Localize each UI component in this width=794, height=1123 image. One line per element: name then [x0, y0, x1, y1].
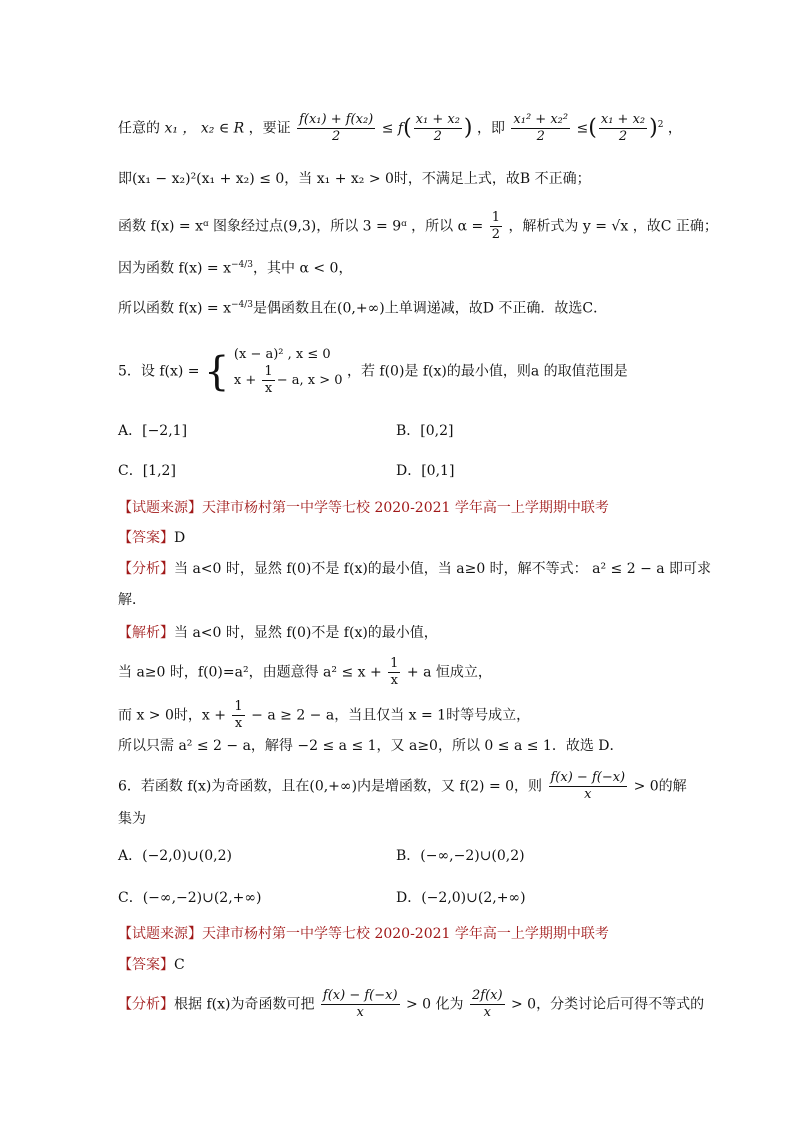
text: > 0 化为 — [405, 996, 464, 1013]
fraction — [549, 770, 628, 803]
line-2: 即(x₁ − x₂)²(x₁ + x₂) ≤ 0，当 x₁ + x₂ > 0时，不满足上式，故B 不正确； — [118, 171, 591, 187]
text: ，解析式为 y = √x ，故C 正确； — [508, 218, 718, 235]
analysis-tag: 【分析】 — [118, 561, 174, 577]
answer-tag: 【答案】 — [118, 957, 174, 973]
analysis-text: 当 a<0 时，显然 f(0)不是 f(x)的最小值，当 a≥0 时，解不等式： a² ≤ 2 − a 即可求 — [174, 561, 712, 577]
q6-source — [118, 923, 609, 945]
denominator: 2 — [332, 129, 341, 144]
q5-option-c: C．[1,2] — [118, 463, 176, 479]
denominator: x — [264, 381, 273, 396]
line-3 — [118, 210, 718, 243]
math: ≤ — [576, 120, 589, 137]
fraction — [388, 656, 400, 689]
numerator: x₁ + x₂ — [600, 112, 646, 127]
q6-option-c: C．(−∞,−2)∪(2,+∞) — [118, 890, 262, 906]
q5-option-d: D．[0,1] — [396, 463, 455, 479]
source-text: 天津市杨村第一中学等七校 2020-2021 学年高一上学期期中联考 — [202, 500, 609, 516]
q6-analysis — [118, 988, 704, 1021]
numerator: 1 — [491, 210, 500, 225]
exponent: −4/3 — [230, 260, 254, 270]
q5-solution-3 — [118, 699, 530, 732]
question-number: 6．若函数 f(x)为奇函数，且在(0,+∞)内是增函数，又 f(2) = 0，则 — [118, 778, 543, 795]
denominator: 2 — [536, 129, 545, 144]
numerator: f(x₁) + f(x₂) — [299, 112, 374, 127]
denominator: x — [584, 787, 592, 802]
q5-solution-4: 所以只需 a² ≤ 2 − a，解得 −2 ≤ a ≤ 1，又 a≥0，所以 0 ≤ a ≤ 1．故选 D． — [118, 738, 624, 754]
solution-tag: 【解析】 — [118, 625, 174, 641]
text: − a, x > 0 — [276, 373, 343, 388]
text: 任意的 — [118, 120, 160, 137]
fraction — [511, 112, 570, 145]
denominator: x — [356, 1005, 364, 1020]
text: ， — [667, 120, 682, 137]
fraction — [599, 112, 647, 145]
q6-answer — [118, 954, 185, 976]
paren-open: ( — [588, 115, 597, 141]
denominator: 2 — [491, 227, 500, 242]
text: 是偶函数且在(0,+∞)上单调递减，故D 不正确．故选C． — [253, 300, 608, 317]
text: x + — [233, 373, 257, 388]
line-1: 任意的 x₁ ， x₂ ∈ R ，要证 $\frac{\text{f(x₁) + f(x₂)}}{2}$ ≤ f( $\frac{\text{x₁ + x₂}}{2}$ ) ，即 $\frac{\text{x₁² + x₂²}}{2}$ ≤( $\frac{\text{x₁ + x₂}}{2}$ )$^2$ ， — [118, 112, 682, 144]
text: 而 x > 0时，x + — [118, 707, 226, 724]
math: x₁ ， x₂ ∈ R — [164, 120, 245, 137]
numerator: f(x) − f(−x) — [322, 988, 398, 1003]
text: 因为函数 f(x) = x — [118, 260, 231, 277]
q5-stem — [118, 346, 628, 397]
denominator: 2 — [433, 129, 442, 144]
q5-solution-2 — [118, 656, 492, 689]
numerator: 1 — [390, 656, 399, 671]
text: 函数 f(x) = xᵅ 图象经过点(9,3)，所以 3 = 9ᵅ ，所以 α = — [118, 218, 484, 235]
fraction — [297, 112, 375, 145]
q5-analysis-2: 解． — [118, 592, 146, 608]
solution-text: 当 a<0 时，显然 f(0)不是 f(x)的最小值， — [174, 625, 438, 641]
denominator: x — [390, 673, 398, 688]
denominator: x — [234, 716, 243, 731]
paren-close: ) — [463, 115, 473, 141]
q6-option-a: A．(−2,0)∪(0,2) — [118, 848, 232, 864]
q6-option-b: B．(−∞,−2)∪(0,2) — [396, 848, 525, 864]
case-1: (x − a)² , x ≤ 0 — [233, 347, 331, 362]
numerator: f(x) − f(−x) — [550, 770, 626, 785]
numerator: 2f(x) — [471, 988, 503, 1003]
text: 所以函数 f(x) = x — [118, 300, 231, 317]
text: − a ≥ 2 − a，当且仅当 x = 1时等号成立， — [251, 707, 531, 724]
fraction — [321, 988, 400, 1021]
question-number: 5．设 f(x) = — [118, 363, 200, 380]
fraction — [414, 112, 462, 145]
numerator: 1 — [234, 699, 243, 714]
line-5 — [118, 294, 607, 320]
text: > 0的解 — [633, 778, 687, 795]
q5-solution — [118, 622, 438, 644]
source-tag: 【试题来源】 — [118, 500, 202, 516]
text: + a 恒成立， — [406, 664, 492, 681]
text: ，即 — [476, 120, 505, 137]
source-text: 天津市杨村第一中学等七校 2020-2021 学年高一上学期期中联考 — [202, 926, 609, 942]
source-tag: 【试题来源】 — [118, 926, 202, 942]
text: ，要证 — [248, 120, 291, 137]
denominator: 2 — [618, 129, 628, 144]
piecewise-cases — [234, 346, 343, 397]
fraction — [490, 210, 502, 243]
numerator: x₁ + x₂ — [415, 112, 460, 127]
fraction — [470, 988, 505, 1021]
numerator: 1 — [264, 364, 273, 379]
q6-stem — [118, 770, 687, 803]
exponent: −4/3 — [230, 300, 254, 310]
paren-open: ( — [403, 115, 412, 141]
line-4 — [118, 254, 352, 280]
answer-text: D — [174, 530, 186, 546]
paren-close: ) — [649, 115, 658, 141]
answer-text: C — [174, 957, 185, 973]
fraction — [232, 699, 244, 732]
q5-analysis — [118, 558, 711, 580]
text: ，其中 α < 0， — [253, 260, 353, 277]
text: 根据 f(x)为奇函数可把 — [174, 996, 315, 1013]
q6-option-d: D．(−2,0)∪(2,+∞) — [396, 890, 526, 906]
text: > 0，分类讨论后可得不等式的 — [511, 996, 705, 1013]
q5-option-a: A．[−2,1] — [118, 423, 188, 439]
q5-option-b: B．[0,2] — [396, 423, 454, 439]
q5-answer — [118, 527, 185, 549]
brace: { — [204, 348, 230, 395]
denominator: x — [483, 1005, 491, 1020]
case-2 — [234, 364, 343, 397]
fraction — [262, 364, 274, 397]
text: 当 a≥0 时，f(0)=a²，由题意得 a² ≤ x + — [118, 664, 382, 681]
q5-source — [118, 497, 609, 519]
answer-tag: 【答案】 — [118, 530, 174, 546]
text: ，若 f(0)是 f(x)的最小值，则a 的取值范围是 — [346, 363, 628, 380]
math: ≤ f — [381, 120, 404, 137]
numerator: x₁² + x₂² — [513, 112, 569, 127]
q6-stem-2: 集为 — [118, 811, 146, 827]
analysis-tag: 【分析】 — [118, 996, 174, 1013]
